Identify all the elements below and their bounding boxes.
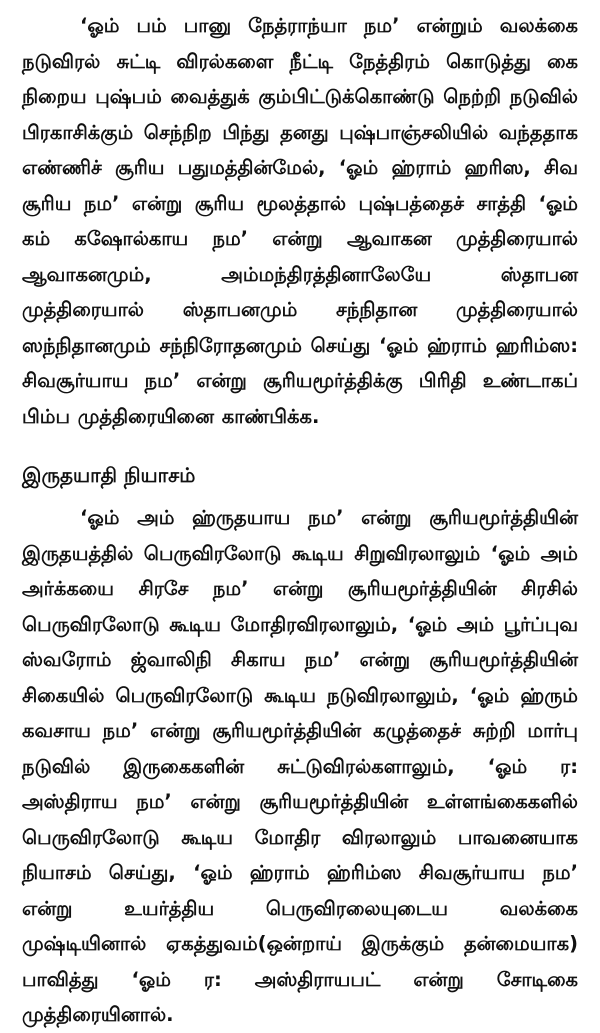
section-heading-hridayadi-nyasam: இருதயாதி நியாசம்: [22, 463, 196, 487]
paragraph-surya-avahana: ‘ஓம் பம் பானு நேத்ராந்யா நம’ என்றும் வலக்கை நடுவிரல் சுட்டி விரல்களை நீட்டி நேத்திரம் கொடுத்து கை நிறைய புஷ்பம் வைத்துக் கும்பிட்டுக்கொண்டு நெற்றி நடுவில் பிரகாசிக்கும் செந்நிற பிந்து தனது புஷ்பாஞ்சலியில் வந்ததாக எண்ணிச் சூரிய பதுமத்தின்மேல், ‘ஓம் ஹ்ராம் ஹரிஸ, சிவ சூரிய நம’ என்று சூரிய மூலத்தால் புஷ்பத்தைச் சாத்தி ‘ஓம் கம் கஷோல்காய நம’ என்று ஆவாகன முத்திரையால் ஆவாகனமும், அம்மந்திரத்தினாலேயே ஸ்தாபன முத்திரையால் ஸ்தாபனமும் சந்நிதான முத்திரையால் ஸந்நிதானமும் சந்நிரோதனமும் செய்து ‘ஓம் ஹ்ராம் ஹரிம்ஸ: சிவசூர்யாய நம’ என்று சூரியமூர்த்திக்கு பிரிதி உண்டாகப் பிம்ப முத்திரையினை காண்பிக்க.: [22, 14, 578, 428]
paragraph-nyasam: ‘ஓம் அம் ஹ்ருதயாய நம’ என்று சூரியமூர்த்தியின் இருதயத்தில் பெருவிரலோடு கூடிய சிறுவிரலாலும் ‘ஓம் அம் அர்க்கயை சிரசே நம’ என்று சூரியமூர்த்தியின் சிரசில் பெருவிரலோடு கூடிய மோதிரவிரலாலும், ‘ஓம் அம் பூர்ப்புவ ஸ்வரோம் ஜ்வாலிநி சிகாய நம’ என்று சூரியமூர்த்தியின் சிகையில் பெருவிரலோடு கூடிய நடுவிரலாலும், ‘ஓம் ஹ்ரும் கவசாய நம’ என்று சூரியமூர்த்தியின் கழுத்தைச் சுற்றி மார்பு நடுவில் இருகைகளின் சுட்டுவிரல்களாலும், ‘ஓம் ர: அஸ்திராய நம’ என்று சூரியமூர்த்தியின் உள்ளங்கைகளில் பெருவிரலோடு கூடிய மோதிர விரலாலும் பாவனையாக நியாசம் செய்து, ‘ஓம் ஹ்ராம் ஹ்ரிம்ஸ சிவசூர்யாய நம’ என்று உயர்த்திய பெருவிரலையுடைய வலக்கை முஷ்டியினால் ஏகத்துவம்(ஒன்றாய் இருக்கும் தன்மையாக) பாவித்து ‘ஓம் ர: அஸ்திராயபட் என்று சோடிகை முத்திரையினால்.: [22, 506, 578, 1026]
